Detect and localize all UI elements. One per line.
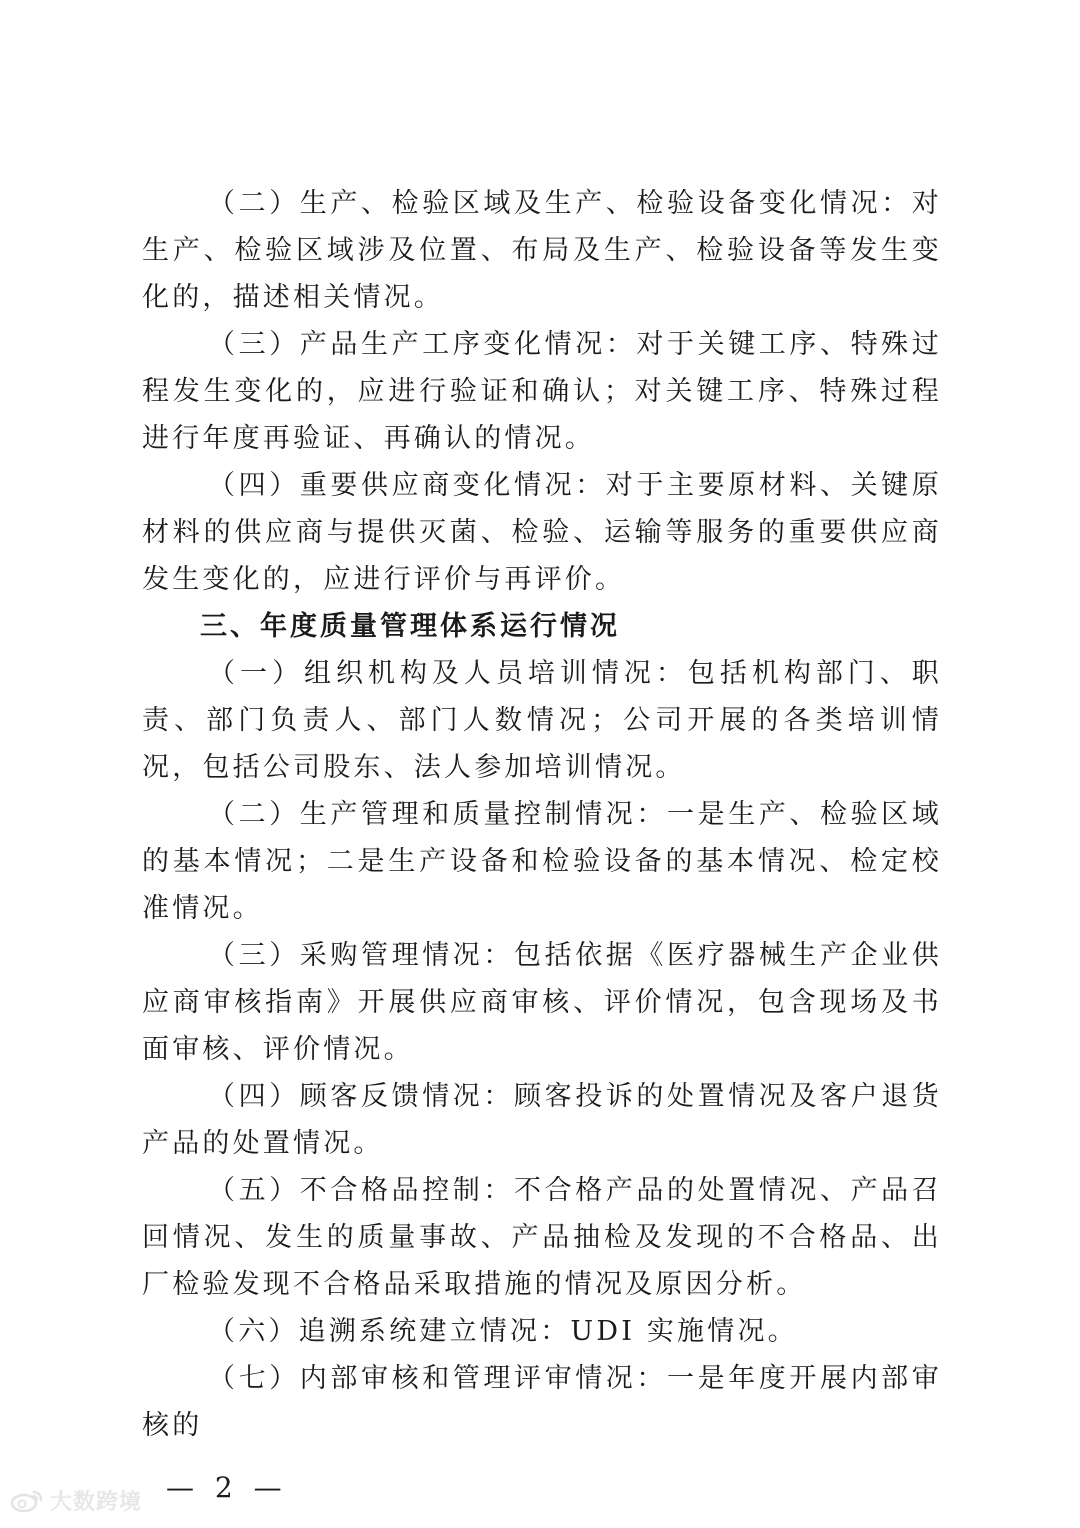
paragraph-production-inspection-area-changes: （二）生产、检验区域及生产、检验设备变化情况：对生产、检验区域涉及位置、布局及生产、检验设备等发生变化的，描述相关情况。 — [142, 188, 942, 313]
paragraph-nonconforming-control: （五）不合格品控制：不合格产品的处置情况、产品召回情况、发生的质量事故、产品抽检及发现的不合格品、出厂检验发现不合格品采取措施的情况及原因分析。 — [142, 1175, 942, 1300]
section-heading-qms-operation: 三、年度质量管理体系运行情况 — [200, 611, 620, 642]
paragraph-production-quality-control: （二）生产管理和质量控制情况：一是生产、检验区域的基本情况；二是生产设备和检验设备的基本情况、检定校准情况。 — [142, 799, 942, 924]
paragraph-procurement-management: （三）采购管理情况：包括依据《医疗器械生产企业供应商审核指南》开展供应商审核、评价情况，包含现场及书面审核、评价情况。 — [142, 940, 942, 1065]
document-body — [142, 180, 942, 1449]
weibo-logo-icon — [10, 1489, 44, 1513]
paragraph-internal-audit: （七）内部审核和管理评审情况：一是年度开展内部审核的 — [142, 1363, 942, 1441]
page-number: — 2 — — [166, 1471, 288, 1504]
paragraph-traceability-system: （六）追溯系统建立情况：UDI 实施情况。 — [208, 1316, 798, 1347]
watermark — [10, 1485, 142, 1516]
paragraph-organization-training: （一）组织机构及人员培训情况：包括机构部门、职责、部门负责人、部门人数情况；公司开展的各类培训情况，包括公司股东、法人参加培训情况。 — [142, 658, 942, 783]
watermark-text: 大数跨境 — [50, 1490, 143, 1515]
paragraph-production-process-changes: （三）产品生产工序变化情况：对于关键工序、特殊过程发生变化的，应进行验证和确认；对关键工序、特殊过程进行年度再验证、再确认的情况。 — [142, 329, 942, 454]
paragraph-supplier-changes: （四）重要供应商变化情况：对于主要原材料、关键原材料的供应商与提供灭菌、检验、运输等服务的重要供应商发生变化的，应进行评价与再评价。 — [142, 470, 942, 595]
paragraph-customer-feedback: （四）顾客反馈情况：顾客投诉的处置情况及客户退货产品的处置情况。 — [142, 1081, 942, 1159]
